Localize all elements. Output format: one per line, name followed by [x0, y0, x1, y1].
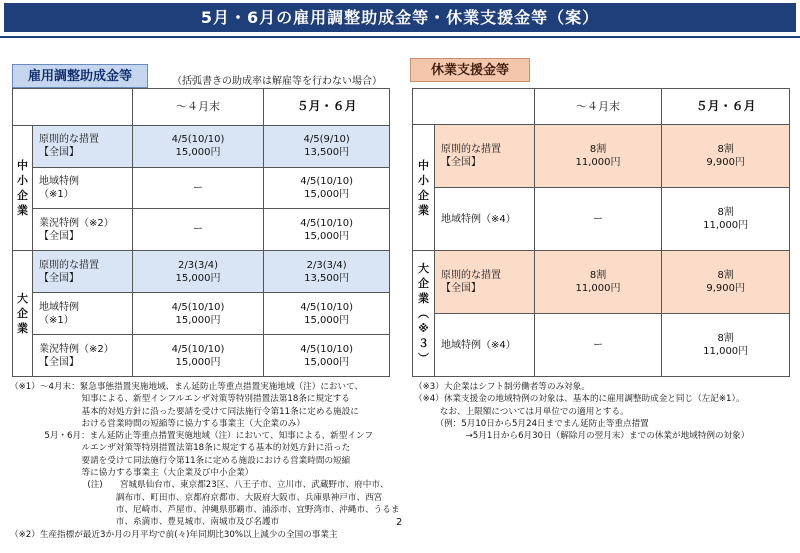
table-row: [413, 188, 790, 251]
value-may-june: 8割 11,000円: [662, 188, 790, 251]
value-until-april: 4/5(10/10) 15,000円: [132, 335, 264, 377]
table-row: [13, 125, 390, 167]
value-until-april: ー: [132, 209, 264, 251]
table-row: [13, 209, 390, 251]
value-until-april: ー: [534, 314, 662, 377]
value-until-april: 4/5(10/10) 15,000円: [132, 293, 264, 335]
value-may-june: 8割 9,900円: [662, 125, 790, 188]
measure-name: 地域特例（※4）: [434, 314, 534, 377]
table-row: [13, 293, 390, 335]
table-row: [13, 335, 390, 377]
value-may-june: 4/5(10/10) 15,000円: [264, 335, 390, 377]
measure-name: 業況特例（※2） 【全国】: [32, 335, 132, 377]
value-until-april: ー: [534, 188, 662, 251]
value-until-april: 8割 11,000円: [534, 125, 662, 188]
table-row: [13, 251, 390, 293]
table-row: [413, 125, 790, 188]
employment-subsidy-table: [12, 88, 390, 377]
value-until-april: 4/5(10/10) 15,000円: [132, 125, 264, 167]
measure-name: 業況特例（※2） 【全国】: [32, 209, 132, 251]
header-may-june: ５月・６月: [662, 89, 790, 125]
group-label: 中 小 企 業: [13, 125, 33, 251]
measure-name: 地域特例（※4）: [434, 188, 534, 251]
left-footnotes: （※1）～4月末：緊急事態措置実施地域、まん延防止等重点措置実施地域（注）において、 知事による、新型インフルエンザ対策等特別措置法第18条に規定する 基本的対処方針に沿った要請を受けて同法施行令第11条に定める施設に おける営業時間の短縮等に協力する事業主（大企業のみ） 5月・6月：まん延防止等重点措置実施地域（注）において、知事による、新型インフ ルエンザ対策等特別措置法第18条に規定する基本的対処方針に沿った 要請を受けて同法施行令第11条に定める施設における営業時間の短縮 等に協力する事業主（大企業及び中小企業） (注) 宮城県仙台市、東京都23区、八王子市、立川市、武蔵野市、府中市、 調布市、町田市、京都府京都市、大阪府大阪市、兵庫県神戸市、西宮 市、尼崎市、芦屋市、沖縄県那覇市、浦添市、宜野湾市、沖縄市、うるま 市、糸満市、豊見城市、南城市及び名護市 （※2）生産指標が最近3か月の月平均で前(々)年同期比30%以上減少の全国の事業主: [10, 382, 400, 540]
group-label: 大 企 業: [13, 251, 33, 377]
measure-name: 地域特例 （※1）: [32, 167, 132, 209]
value-until-april: 2/3(3/4) 15,000円: [132, 251, 264, 293]
page-number: 2: [396, 517, 403, 528]
table-row: [413, 314, 790, 377]
value-may-june: 2/3(3/4) 13,500円: [264, 251, 390, 293]
measure-name: 原則的な措置 【全国】: [434, 251, 534, 314]
table-row: [13, 167, 390, 209]
measure-name: 原則的な措置 【全国】: [434, 125, 534, 188]
header-may-june: ５月・６月: [264, 89, 390, 126]
value-until-april: ー: [132, 167, 264, 209]
value-may-june: 4/5(10/10) 15,000円: [264, 167, 390, 209]
table-row: [413, 251, 790, 314]
group-label: 中 小 企 業: [413, 125, 435, 251]
leave-support-table: [412, 88, 790, 377]
header-until-april: ～４月末: [132, 89, 264, 126]
measure-name: 原則的な措置 【全国】: [32, 251, 132, 293]
value-may-june: 4/5(9/10) 13,500円: [264, 125, 390, 167]
measure-name: 原則的な措置 【全国】: [32, 125, 132, 167]
value-until-april: 8割 11,000円: [534, 251, 662, 314]
value-may-june: 8割 9,900円: [662, 251, 790, 314]
group-label: 大 企 業 ︵ ※ ３ ︶: [413, 251, 435, 377]
leave-support-tag: 休業支援金等: [410, 58, 530, 82]
value-may-june: 8割 11,000円: [662, 314, 790, 377]
page-title: 5月・6月の雇用調整助成金等・休業支援金等（案）: [4, 3, 796, 32]
right-footnotes: （※3）大企業はシフト制労働者等のみ対象。 （※4）休業支援金の地域特例の対象は、基本的に雇用調整助成金と同じ（左記※1）。 なお、上限額については月単位での適用とする。 （例：5月10日から5月24日までまん延防止等重点措置 →5月1日から6月30日（解除月の翌月末）までの休業が地域特例の対象）: [414, 382, 750, 442]
header-until-april: ～４月末: [534, 89, 662, 125]
corner-cell: [13, 89, 133, 126]
measure-name: 地域特例 （※1）: [32, 293, 132, 335]
rate-note: （括弧書きの助成率は解雇等を行わない場合）: [172, 76, 382, 87]
corner-cell: [413, 89, 535, 125]
value-may-june: 4/5(10/10) 15,000円: [264, 293, 390, 335]
title-rule: [0, 36, 800, 38]
employment-subsidy-tag: 雇用調整助成金等: [12, 64, 148, 88]
value-may-june: 4/5(10/10) 15,000円: [264, 209, 390, 251]
